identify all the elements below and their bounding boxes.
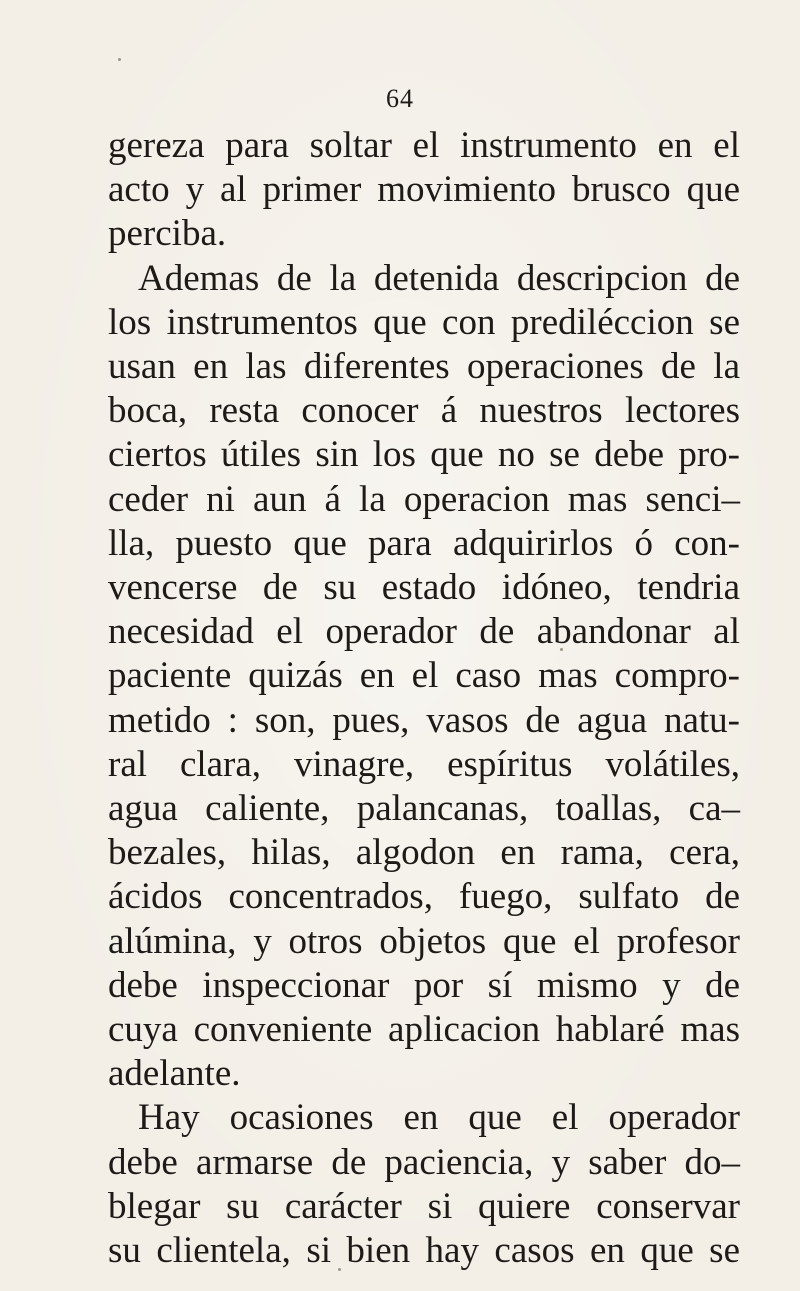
text-line: ciertos útiles sin los que no se debe pro- <box>108 434 740 476</box>
text-line: ral clara, vinagre, espíritus volátiles, <box>108 743 740 785</box>
text-line: ácidos concentrados, fuego, sulfato de <box>108 876 740 918</box>
text-line: debe inspeccionar por sí mismo y de <box>108 964 740 1006</box>
text-line: alúmina, y otros objetos que el profesor <box>108 920 740 962</box>
page-number: 64 <box>386 84 414 113</box>
text-line: usan en las diferentes operaciones de la <box>108 346 740 387</box>
text-line: cuya conveniente aplicacion hablaré mas <box>108 1009 740 1050</box>
text-line: paciente quizás en el caso mas compro- <box>108 655 740 697</box>
text-line: agua caliente, palancanas, toallas, ca– <box>108 788 740 829</box>
text-line: blegar su carácter si quiere conservar <box>108 1185 740 1227</box>
text-line: adelante. <box>108 1053 241 1095</box>
text-line: ceder ni aun á la operacion mas senci– <box>108 478 740 520</box>
text-line: Ademas de la detenida descripcion de <box>138 257 740 299</box>
text-line: su clientela, si bien hay casos en que se <box>108 1230 740 1271</box>
text-line: debe armarse de paciencia, y saber do– <box>108 1141 740 1183</box>
text-line: perciba. <box>108 213 227 255</box>
text-line: acto y al primer movimiento brusco que <box>108 169 740 211</box>
text-line: Hay ocasiones en que el operador <box>138 1097 740 1139</box>
text-line: boca, resta conocer á nuestros lectores <box>108 390 740 432</box>
text-line: gereza para soltar el instrumento en el <box>108 125 740 166</box>
text-line: lla, puesto que para adquirirlos ó con- <box>108 522 740 564</box>
text-line: necesidad el operador de abandonar al <box>108 611 740 653</box>
text-line: metido : son, pues, vasos de agua natu- <box>108 699 740 741</box>
text-line: los instrumentos que con prediléccion se <box>108 301 740 343</box>
paper-speck <box>118 58 121 61</box>
text-line: bezales, hilas, algodon en rama, cera, <box>108 832 740 874</box>
text-line: vencerse de su estado idóneo, tendria <box>108 567 740 608</box>
